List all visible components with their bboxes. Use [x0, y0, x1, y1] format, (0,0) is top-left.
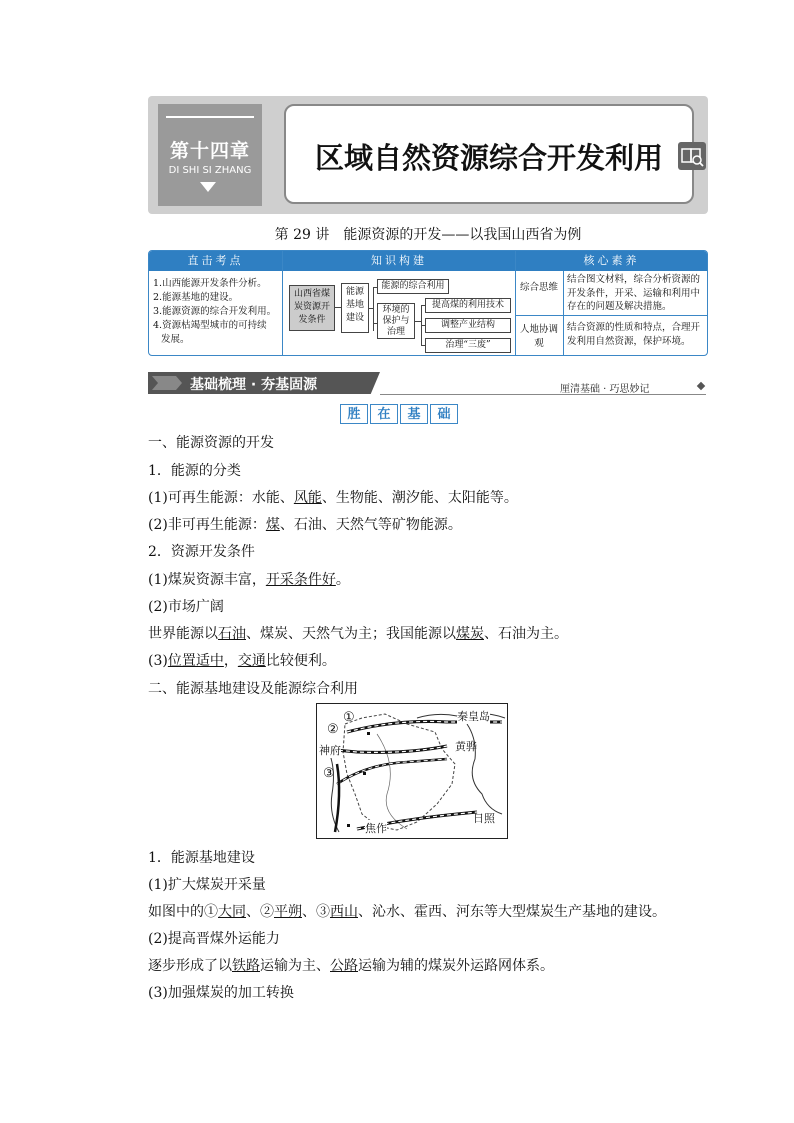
shanxi-coal-map [316, 703, 508, 839]
map-label: ③ [323, 766, 335, 781]
heading-1: 一、能源资源的开发 [148, 435, 274, 451]
map-label: 神府 [319, 744, 341, 757]
literacy-text: 结合图文材料，综合分析资源的开发条件，开采、运输和利用中存在的问题及解决措施。 [567, 274, 701, 312]
col-header-literacy: 核心素养 [516, 251, 707, 271]
map-label: ② [327, 722, 339, 737]
diagram-environment: 环境的保护与治理 [377, 303, 415, 339]
paragraph: (3)位置适中，交通比较便利。 [148, 653, 336, 669]
paragraph: (3)加强煤炭的加工转换 [148, 985, 294, 1001]
col-header-points: 直击考点 [149, 251, 282, 271]
paragraph: 如图中的①大同、②平朔、③西山、沁水、霍西、河东等大型煤炭生产基地的建设。 [148, 904, 666, 920]
diagram-branch: 治理“三废” [425, 338, 511, 353]
triangle-icon [200, 182, 216, 192]
paragraph: 世界能源以石油、煤炭、天然气为主；我国能源以煤炭、石油为主。 [148, 626, 568, 642]
lesson-title: 第 29 讲 能源资源的开发——以我国山西省为例 [274, 227, 582, 243]
badge-char: 在 [370, 404, 398, 424]
subheading: 2．资源开发条件 [148, 544, 255, 560]
diagram-branch: 提高煤的利用技术 [425, 298, 511, 313]
col-header-knowledge: 知识构建 [283, 251, 515, 271]
literacy-text: 结合资源的性质和特点，合理开发利用自然资源，保护环境。 [567, 322, 701, 347]
diagram-base: 能源基地建设 [341, 283, 369, 333]
literacy-name: 人地协调观 [519, 324, 558, 349]
literacy-name: 综合思维 [519, 282, 558, 293]
chapter-title: 区域自然资源综合开发利用 [314, 141, 663, 175]
exam-point: 3.能源资源的综合开发利用。 [153, 306, 277, 317]
paragraph: (1)煤炭资源丰富，开采条件好。 [148, 572, 350, 588]
exam-point: 发展。 [161, 334, 190, 345]
badge-shengzaijichu [340, 404, 458, 426]
overview-table [148, 250, 708, 356]
map-label: 秦皇岛 [457, 710, 490, 723]
badge-char: 基 [400, 404, 428, 424]
map-label: 黄骅 [455, 740, 477, 753]
paragraph: 逐步形成了以铁路运输为主、公路运输为辅的煤炭外运路网体系。 [148, 958, 554, 974]
map-label: 日照 [473, 812, 495, 825]
map-label: ① [343, 710, 355, 725]
paragraph: (1)可再生能源：水能、风能、生物能、潮汐能、太阳能等。 [148, 490, 518, 506]
section-title: 基础梳理 · 夯基固源 [190, 377, 318, 393]
diagram-branch: 调整产业结构 [425, 318, 511, 333]
section-rule [380, 394, 706, 395]
paragraph: (1)扩大煤炭开采量 [148, 877, 266, 893]
chapter-number: 第十四章 [169, 140, 250, 162]
map-label: 焦作 [365, 822, 387, 835]
exam-point: 4.资源枯竭型城市的可持续 [153, 320, 267, 331]
subheading: 1．能源基地建设 [148, 850, 255, 866]
diagram-root: 山西省煤炭资源开发条件 [289, 285, 335, 331]
exam-point: 1.山西能源开发条件分析。 [153, 278, 267, 289]
paragraph: (2)非可再生能源：煤、石油、天然气等矿物能源。 [148, 517, 462, 533]
badge-char: 础 [430, 404, 458, 424]
paragraph: (2)市场广阔 [148, 599, 224, 615]
badge-char: 胜 [340, 404, 368, 424]
section-slogan: 厘清基础 · 巧思妙记 [560, 384, 650, 395]
chapter-pinyin: DI SHI SI ZHANG [168, 165, 252, 176]
exam-point: 2.能源基地的建设。 [153, 292, 239, 303]
diagram-utilization: 能源的综合利用 [377, 279, 449, 294]
heading-2: 二、能源基地建设及能源综合利用 [148, 681, 358, 697]
book-search-icon [678, 142, 706, 170]
badge-divider [166, 116, 254, 118]
diamond-icon [697, 382, 705, 390]
paragraph: (2)提高晋煤外运能力 [148, 931, 280, 947]
subheading: 1．能源的分类 [148, 463, 241, 479]
